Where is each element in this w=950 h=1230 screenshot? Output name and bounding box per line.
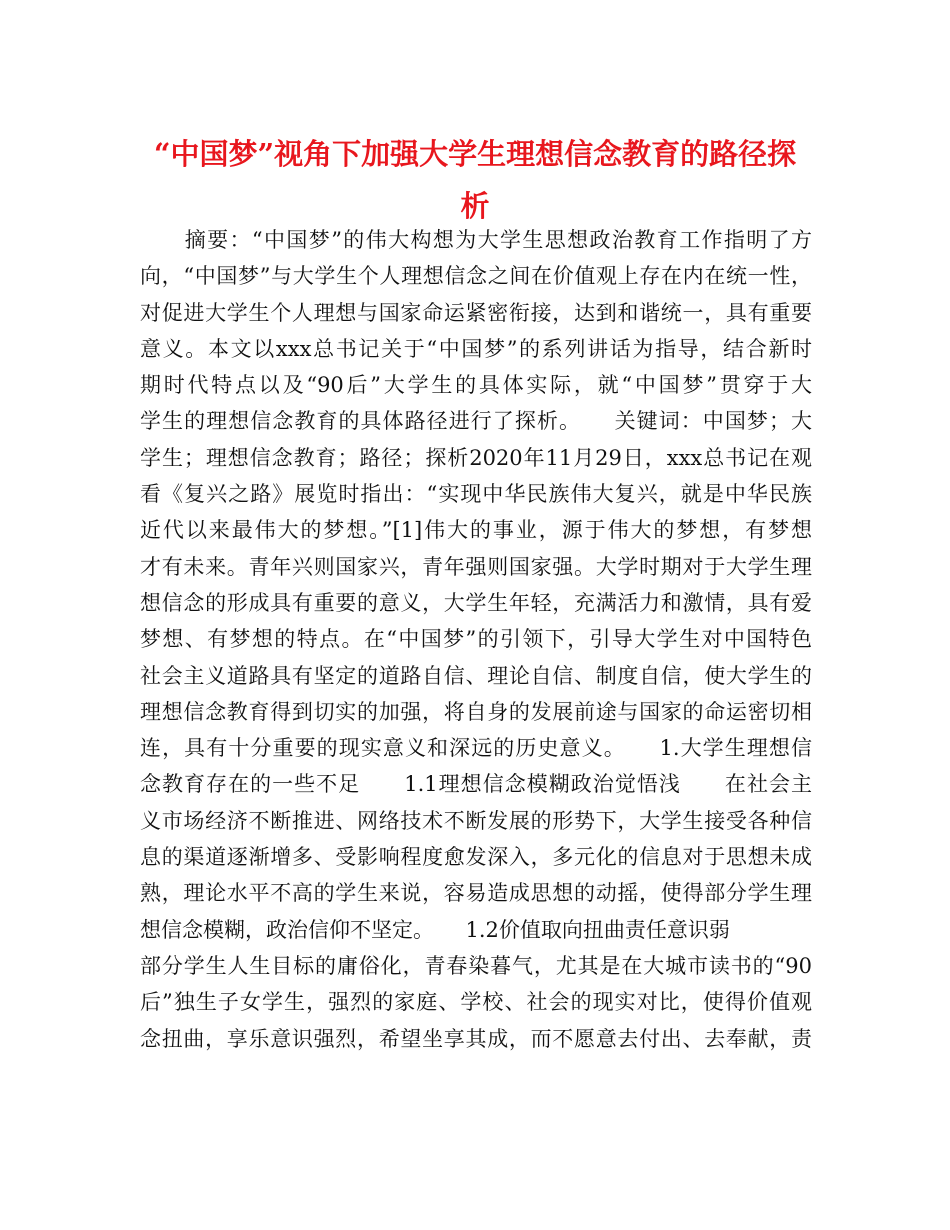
body-line: 息的渠道逐渐增多、受影响程度愈发深入，多元化的信息对于思想未成: [140, 845, 812, 870]
body-line: 看《复兴之路》展览时指出：“实现中华民族伟大复兴，就是中华民族: [140, 482, 812, 507]
body-line: 摘要：“中国梦”的伟大构想为大学生思想政治教育工作指明了方: [140, 228, 812, 252]
body-line: 连，具有十分重要的现实意义和深远的历史意义。 1.大学生理想信: [140, 736, 812, 761]
document-title: [140, 128, 810, 232]
body-line: 学生；理想信念教育；路径；探析2020年11月29日，xxx总书记在观: [140, 445, 812, 470]
title-line: “中国梦”视角下加强大学生理想信念教育的路径探: [153, 137, 797, 171]
body-line: 义市场经济不断推进、网络技术不断发展的形势下，大学生接受各种信: [140, 808, 812, 833]
body-line: 念教育存在的一些不足 1.1理想信念模糊政治觉悟浅 在社会主: [140, 772, 812, 797]
body-line: 对促进大学生个人理想与国家命运紧密衔接，达到和谐统一，具有重要: [140, 300, 812, 325]
document-body: [140, 222, 812, 1057]
body-line: 社会主义道路具有坚定的道路自信、理论自信、制度自信，使大学生的: [140, 663, 812, 688]
body-line: 向，“中国梦”与大学生个人理想信念之间在价值观上存在内在统一性，: [140, 264, 812, 289]
body-line: 近代以来最伟大的梦想。”[1]伟大的事业，源于伟大的梦想，有梦想: [140, 518, 812, 543]
body-line: 学生的理想信念教育的具体路径进行了探析。 关键词：中国梦；大: [140, 409, 812, 434]
body-line: 部分学生人生目标的庸俗化，青春染暮气，尤其是在大城市读书的“90: [140, 953, 812, 978]
body-line: 后”独生子女学生，强烈的家庭、学校、社会的现实对比，使得价值观: [140, 990, 812, 1015]
body-line: 熟，理论水平不高的学生来说，容易造成思想的动摇，使得部分学生理: [140, 881, 812, 906]
body-line: 期时代特点以及“90后”大学生的具体实际，就“中国梦”贯穿于大: [140, 373, 812, 398]
body-line: 理想信念教育得到切实的加强，将自身的发展前途与国家的命运密切相: [140, 699, 812, 724]
title-line: 析: [460, 189, 490, 223]
body-line: 想信念模糊，政治信仰不坚定。 1.2价值取向扭曲责任意识弱: [140, 917, 730, 942]
body-line: 才有未来。青年兴则国家兴，青年强则国家强。大学时期对于大学生理: [140, 554, 812, 579]
body-line: 想信念的形成具有重要的意义，大学生年轻，充满活力和激情，具有爱: [140, 590, 812, 615]
body-line: 梦想、有梦想的特点。在“中国梦”的引领下，引导大学生对中国特色: [140, 627, 812, 652]
body-line: 念扭曲，享乐意识强烈，希望坐享其成，而不愿意去付出、去奉献，责: [140, 1026, 812, 1051]
body-line: 意义。本文以xxx总书记关于“中国梦”的系列讲话为指导，结合新时: [140, 336, 812, 361]
